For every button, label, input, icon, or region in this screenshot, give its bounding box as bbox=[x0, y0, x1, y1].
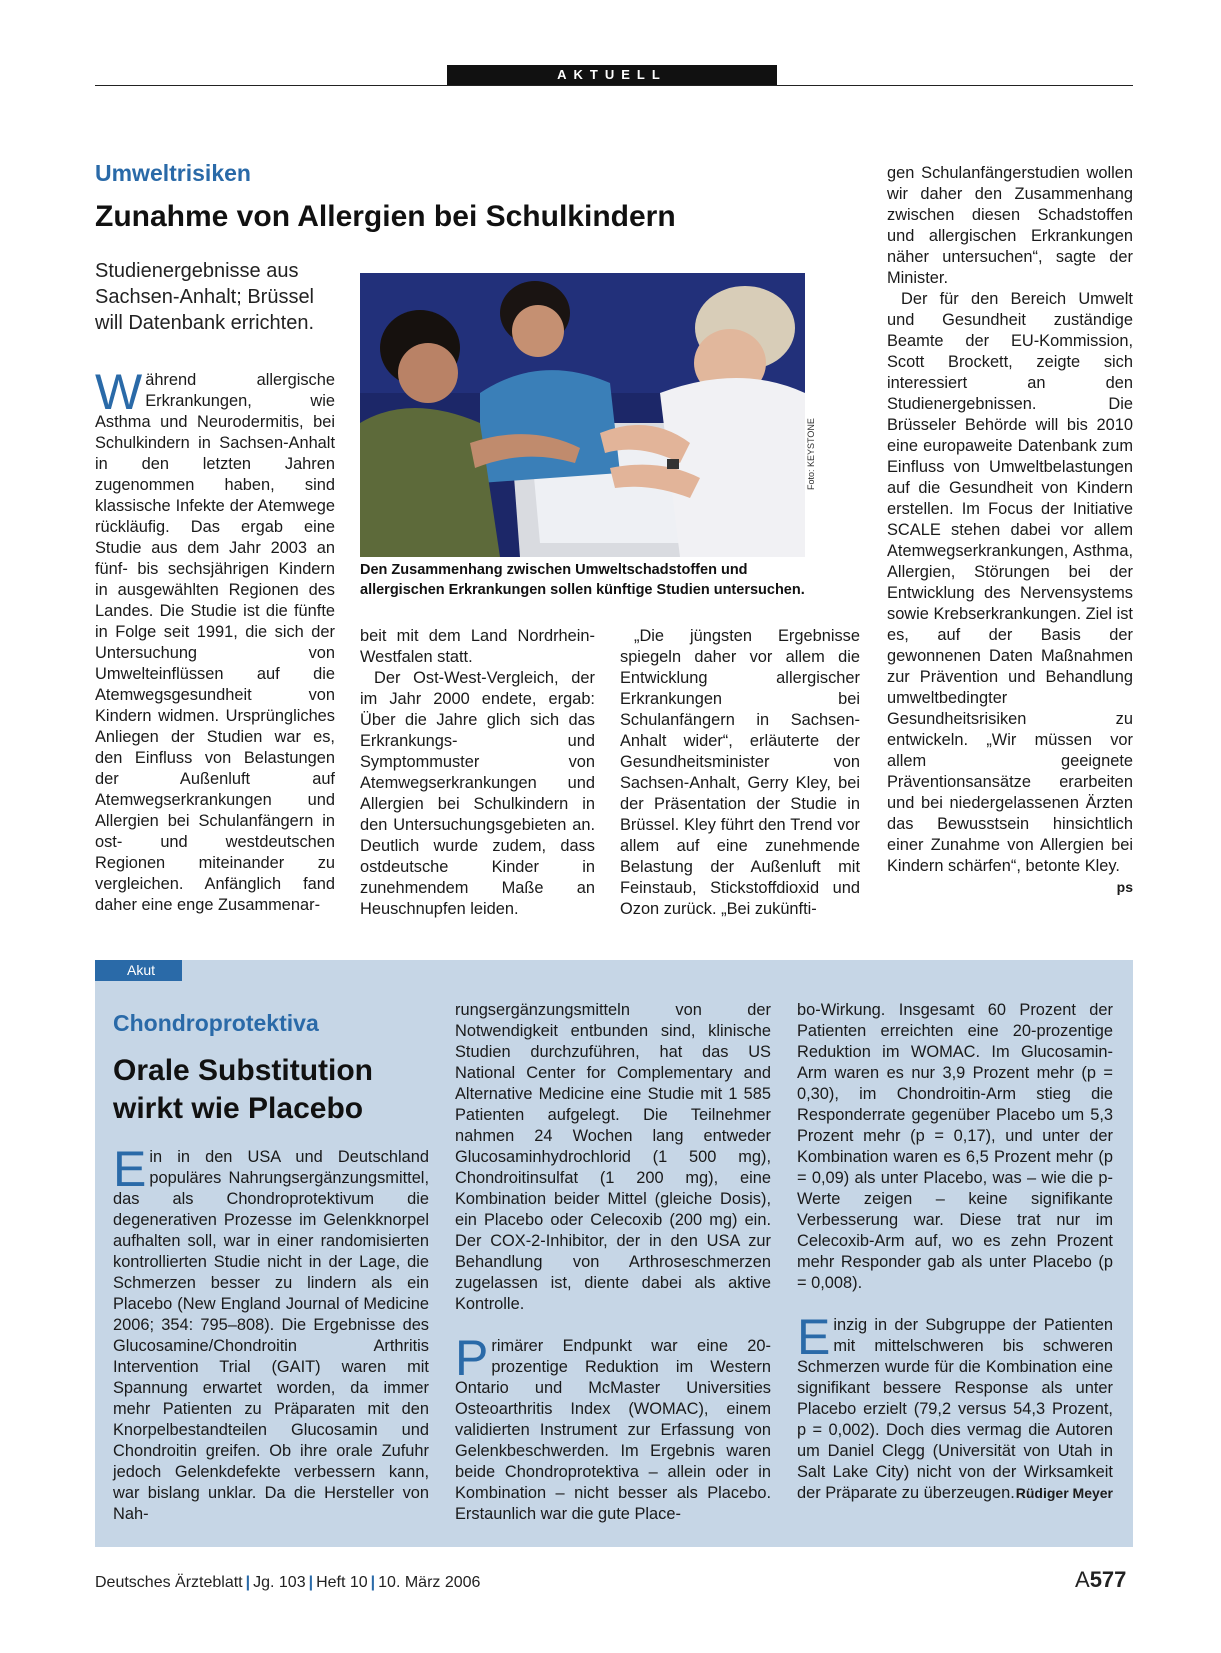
article1-col3-text: „Die jüngsten Ergebnisse spiegeln daher vor allem die Entwicklung allergischer Erkrankungen bei Schulanfängern in Sachsen-Anhalt wider“, erläuterte der Gesundheitsminister von Sachsen-Anhalt, Gerry Kley, bei der Präsentation der Studie in Brüssel. Kley führt den Trend vor allem auf eine zunehmende Belastung der Außenluft mit Feinstaub, Stickstoffdioxid und Ozon zurück. „Bei zukünfti- bbox=[620, 627, 860, 918]
article1-col1-text: ährend allergische Erkrankungen, wie Asthma und Neurodermitis, bei Schulkindern in Sachsen-Anhalt in den letzten Jahren zugenommen haben, sind klassische Infekte der Atemwege rückläufig. Das ergab eine Studie aus dem Jahr 2003 an fünf- bis sechsjährigen Kindern in ausgewählten Regionen des Landes. Die Studie ist die fünfte in Folge seit 1991, die sich der Untersuchung von Umwelteinflüssen auf die Atemwegsgesundheit von Kindern widmen. Ursprüngliches Anliegen der Studien war es, den Einfluss von Belastungen der Außenluft auf Atemwegserkrankungen und Allergien bei Schulanfängern in ost- und westdeutschen Regionen miteinander zu vergleichen. Anfänglich fand daher eine enge Zusammenar- bbox=[95, 371, 335, 914]
article-photo bbox=[360, 273, 805, 557]
article2-column-3 bbox=[797, 1000, 1113, 1504]
section-label: AKTUELL bbox=[447, 65, 777, 85]
article1-column-1 bbox=[95, 364, 335, 916]
article2-column-2 bbox=[455, 1000, 771, 1525]
article2-col2-p1: rungsergänzungsmitteln von der Notwendigkeit entbunden sind, klinische Studien durchzuführen, hat das US National Center for Complementary and Alternative Medicine eine Studie mit 1 585 Patienten aufgelegt. Die Teilnehmer nahmen 24 Wochen lang entweder Glucosaminhydrochlorid (1 500 mg), Chondroitinsulfat (1 200 mg), eine Kombination beider Mittel (gleiche Dosis), ein Placebo oder Celecoxib (200 mg) ein. Der COX-2-Inhibitor, der in den USA zur Behandlung von Arthroseschmerzen zugelassen ist, diente dabei als aktive Kontrolle. bbox=[455, 1001, 771, 1313]
footer-citation: Deutsches Ärzteblatt | Jg. 103 | Heft 10 | 10. März 2006 bbox=[95, 1574, 481, 1591]
akut-tag: Akut bbox=[95, 960, 182, 981]
page-number-value: 577 bbox=[1089, 1567, 1127, 1592]
photo-illustration bbox=[360, 273, 805, 557]
article1-column-2 bbox=[360, 626, 595, 920]
photo-caption: Den Zusammenhang zwischen Umweltschadstoffen und allergischen Erkrankungen sollen künftige Studien untersuchen. bbox=[360, 562, 805, 598]
article1-column-4 bbox=[887, 163, 1133, 898]
page-prefix: A bbox=[1075, 1567, 1090, 1592]
article2-headline bbox=[113, 1052, 373, 1128]
footer-date: 10. März 2006 bbox=[378, 1574, 481, 1591]
article1-headline: Zunahme von Allergien bei Schulkindern bbox=[95, 200, 676, 233]
footer-volume: Jg. 103 bbox=[253, 1574, 306, 1591]
article2-column-1 bbox=[113, 1141, 429, 1525]
footer-issue: Heft 10 bbox=[316, 1574, 368, 1591]
article1-author: ps bbox=[1116, 879, 1133, 895]
article2-col2-p2: rimärer Endpunkt war eine 20-prozentige Reduktion im Western Ontario und McMaster Universities Osteoarthritis Index (WOMAC), einem validierten Instrument zur Erfassung von Gelenkbeschwerden. Im Ergebnis waren beide Chondroprotektiva – allein oder in Kombination – nicht besser als Placebo. Erstaunlich war die gute Place- bbox=[455, 1337, 771, 1523]
article2-col1-text: in in den USA und Deutschland populäres Nahrungsergänzungsmittel, das als Chondroprotektivum die degenerativen Prozesse im Gelenkknorpel aufhalten soll, war in einer randomisierten kontrollierten Studie nicht in der Lage, die Schmerzen besser zu lindern als ein Placebo (New England Journal of Medicine 2006; 354: 795–808). Die Ergebnisse des Glucosamine/Chondroitin Arthritis Intervention Trial (GAIT) waren mit Spannung erwartet worden, da immer mehr Patienten zu Präparaten mit den Knorpelbestandteilen Glucosamin und Chondroitin greifen. Ob ihre orale Zufuhr jedoch Gelenkdefekte verbessern kann, war bislang unklar. Da die Hersteller von Nah- bbox=[113, 1148, 429, 1523]
dropcap: W bbox=[95, 364, 143, 420]
dropcap: E bbox=[113, 1141, 147, 1197]
article2-kicker: Chondroprotektiva bbox=[113, 1010, 319, 1036]
page-number bbox=[1075, 1567, 1126, 1593]
article1-col2-p1: beit mit dem Land Nordrhein-Westfalen statt. bbox=[360, 627, 595, 666]
article2-headline-line1: Orale Substitution bbox=[113, 1054, 374, 1087]
article1-col2-p2: Der Ost-West-Vergleich, der im Jahr 2000 endete, ergab: Über die Jahre glich sich das Erkrankungs- und Symptommuster von Atemwegserkrankungen und Allergien bei Schulkindern in den Untersuchungsgebieten an. Deutlich wurde zudem, dass ostdeutsche Kinder in zunehmendem Maße an Heuschnupfen leiden. bbox=[360, 669, 595, 918]
article2-author: Rüdiger Meyer bbox=[1015, 1485, 1113, 1501]
article1-kicker: Umweltrisiken bbox=[95, 160, 251, 186]
article1-column-3 bbox=[620, 626, 860, 920]
dropcap: E bbox=[797, 1309, 831, 1365]
footer-journal: Deutsches Ärzteblatt bbox=[95, 1574, 243, 1591]
article2-col3-p1: bo-Wirkung. Insgesamt 60 Prozent der Patienten erreichten eine 20-prozentige Reduktion im WOMAC. Im Glucosamin-Arm waren es nur 3,9 Prozent mehr (p = 0,30), im Chondroitin-Arm stieg die Responderrate gegenüber Placebo um 5,3 Prozent mehr (p = 0,17), und unter der Kombination waren es 6,5 Prozent mehr (p = 0,09) als unter Placebo, was – wie die p-Werte zeigen – keine signifikante Verbesserung war. Diese trat nur im Celecoxib-Arm auf, wo es zehn Prozent mehr Responder gab als unter Placebo (p = 0,008). bbox=[797, 1001, 1113, 1292]
article2-headline-line2: wirkt wie Placebo bbox=[113, 1092, 364, 1125]
article2-col3-p2: inzig in der Subgruppe der Patienten mit mittelschweren bis schweren Schmerzen wurde für die Kombination eine signifikant bessere Response als unter Placebo erzielt (79,2 versus 54,3 Prozent, p = 0,002). Doch dies vermag die Autoren um Daniel Clegg (Universität von Utah in Salt Lake City) nicht von der Wirksamkeit der Präparate zu überzeugen. bbox=[797, 1316, 1113, 1502]
article1-col4-p1: gen Schulanfängerstudien wollen wir daher den Zusammenhang zwischen diesen Schadstoffen und allergischen Erkrankungen näher untersuchen“, sagte der Minister. bbox=[887, 164, 1133, 287]
photo-credit: Foto: KEYSTONE bbox=[806, 418, 816, 490]
article1-deck: Studienergebnisse aus Sachsen-Anhalt; Brüssel will Datenbank errichten. bbox=[95, 260, 315, 334]
dropcap: P bbox=[455, 1330, 489, 1386]
header-rule bbox=[95, 85, 1133, 86]
article1-col4-p2: Der für den Bereich Umwelt und Gesundheit zuständige Beamte der EU-Kommission, Scott Brockett, zeigte sich interessiert an den Studienergebnissen. Die Brüsseler Behörde will bis 2010 eine europaweite Datenbank zum Einfluss von Umweltbelastungen auf die Gesundheit von Kindern erstellen. Im Focus der Initiative SCALE stehen dabei vor allem Atemwegserkrankungen, Asthma, Allergien, Störungen bei der Entwicklung des Nervensystems sowie Krebserkrankungen. Ziel ist es, auf der Basis der gewonnenen Daten Maßnahmen zur Prävention und Behandlung umweltbedingter Gesundheitsrisiken zu entwickeln. „Wir müssen vor allem geeignete Präventionsansätze erarbeiten und bei niedergelassenen Ärzten das Bewusstsein hinsichtlich einer Zunahme von Allergien bei Kindern schärfen“, betonte Kley. bbox=[887, 290, 1133, 875]
